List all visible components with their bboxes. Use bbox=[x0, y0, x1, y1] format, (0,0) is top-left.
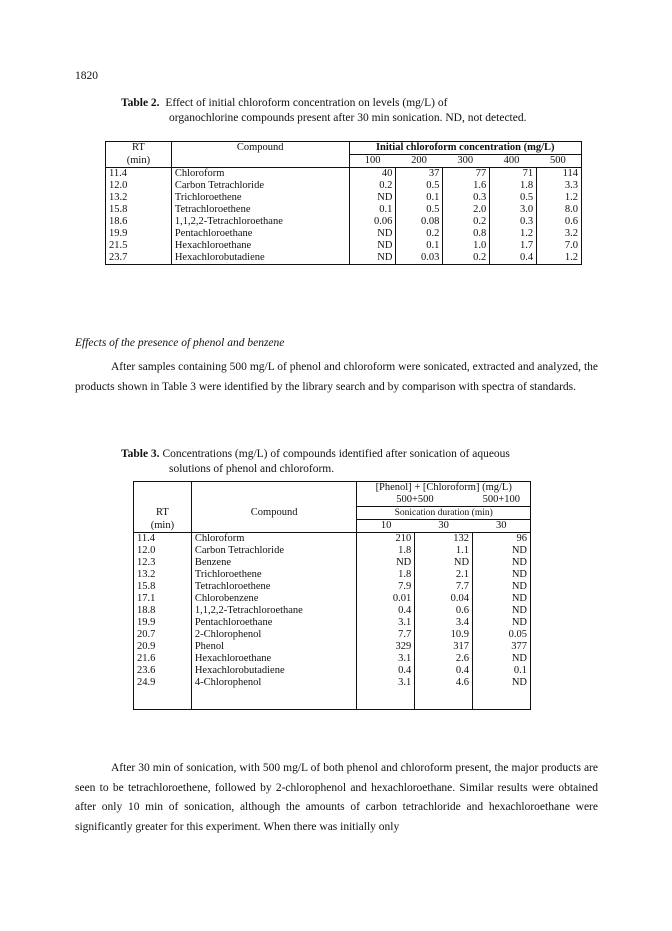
table2-concentration-3: 300 bbox=[457, 155, 474, 166]
rt-cell: 13.2 bbox=[106, 192, 172, 204]
table2-header-group: Initial chloroform concentration (mg/L) bbox=[349, 142, 582, 155]
compound-cell: Pentachloroethane bbox=[191, 617, 357, 629]
value-cell: 114 bbox=[562, 168, 578, 179]
compound-cell: Tetrachloroethene bbox=[171, 204, 349, 216]
table2-label: Table 2. bbox=[121, 97, 160, 109]
value-cell: 1.2 bbox=[564, 252, 578, 263]
value-cell: 0.01 bbox=[357, 593, 415, 605]
value-cell: 0.8 bbox=[443, 228, 490, 240]
value-cell: 377 bbox=[511, 641, 527, 652]
value-cell: 2.6 bbox=[415, 653, 473, 665]
table-row bbox=[106, 252, 582, 265]
table-row bbox=[134, 677, 531, 689]
table-row bbox=[106, 240, 582, 252]
value-cell: 0.2 bbox=[443, 252, 490, 265]
value-cell: ND bbox=[349, 252, 396, 265]
table-row bbox=[134, 617, 531, 629]
rt-cell: 11.4 bbox=[134, 533, 192, 546]
value-cell: 1.8 bbox=[490, 180, 537, 192]
compound-cell: Hexachlorobutadiene bbox=[191, 665, 357, 677]
value-cell: ND bbox=[511, 677, 527, 688]
rt-cell: 21.6 bbox=[134, 653, 192, 665]
compound-cell: 4-Chlorophenol bbox=[191, 677, 357, 689]
value-cell: 0.3 bbox=[490, 216, 537, 228]
table-row bbox=[134, 557, 531, 569]
compound-cell: Pentachloroethane bbox=[171, 228, 349, 240]
value-cell: ND bbox=[349, 192, 396, 204]
value-cell: ND bbox=[511, 617, 527, 628]
value-cell: ND bbox=[357, 557, 415, 569]
rt-cell: 21.5 bbox=[106, 240, 172, 252]
value-cell: 7.0 bbox=[564, 240, 578, 251]
table-row bbox=[134, 569, 531, 581]
table2-concentration-4: 400 bbox=[503, 155, 520, 166]
value-cell: ND bbox=[511, 593, 527, 604]
compound-cell: Tetrachloroethene bbox=[191, 581, 357, 593]
value-cell: 0.4 bbox=[357, 665, 415, 677]
value-cell: 1.2 bbox=[490, 228, 537, 240]
value-cell: 1.2 bbox=[564, 192, 578, 203]
value-cell: 329 bbox=[357, 641, 415, 653]
value-cell: 3.1 bbox=[357, 617, 415, 629]
compound-cell: Hexachloroethane bbox=[171, 240, 349, 252]
table2-caption-line1: Effect of initial chloroform concentration on levels (mg/L) of bbox=[165, 97, 448, 109]
table3-header-rt-unit: (min) bbox=[134, 520, 192, 533]
table3-header-duration: Sonication duration (min) bbox=[357, 507, 531, 520]
value-cell: 0.4 bbox=[490, 252, 537, 265]
rt-cell: 20.7 bbox=[134, 629, 192, 641]
value-cell: 1.8 bbox=[357, 569, 415, 581]
table2-caption bbox=[121, 96, 591, 126]
value-cell: 210 bbox=[357, 533, 415, 546]
table3-header-group: [Phenol] + [Chloroform] (mg/L) bbox=[375, 482, 512, 493]
value-cell: 10.9 bbox=[415, 629, 473, 641]
table3-label: Table 3. bbox=[121, 448, 160, 460]
table-row bbox=[134, 665, 531, 677]
rt-cell: 12.0 bbox=[134, 545, 192, 557]
table2-concentration-5: 500 bbox=[549, 155, 566, 166]
rt-cell: 17.1 bbox=[134, 593, 192, 605]
rt-cell: 19.9 bbox=[134, 617, 192, 629]
table3-caption bbox=[121, 447, 591, 477]
compound-cell: Phenol bbox=[191, 641, 357, 653]
value-cell: 0.6 bbox=[415, 605, 473, 617]
compound-cell: Hexachlorobutadiene bbox=[171, 252, 349, 265]
value-cell: 0.1 bbox=[513, 665, 527, 676]
value-cell: ND bbox=[511, 545, 527, 556]
table3-caption-line1: Concentrations (mg/L) of compounds identified after sonication of aqueous bbox=[162, 448, 510, 460]
value-cell: 0.5 bbox=[396, 180, 443, 192]
value-cell: ND bbox=[349, 240, 396, 252]
value-cell: 2.0 bbox=[443, 204, 490, 216]
value-cell: 1.0 bbox=[443, 240, 490, 252]
value-cell: 37 bbox=[396, 168, 443, 181]
value-cell: 0.5 bbox=[490, 192, 537, 204]
compound-cell: Chloroform bbox=[171, 168, 349, 181]
value-cell: 3.0 bbox=[490, 204, 537, 216]
table-row bbox=[134, 581, 531, 593]
table-row bbox=[106, 168, 582, 181]
section-heading: Effects of the presence of phenol and benzene bbox=[75, 337, 285, 349]
value-cell: 2.1 bbox=[415, 569, 473, 581]
value-cell: ND bbox=[349, 228, 396, 240]
value-cell: 0.03 bbox=[396, 252, 443, 265]
value-cell: 0.1 bbox=[349, 204, 396, 216]
value-cell: 3.1 bbox=[357, 677, 415, 689]
table-row bbox=[134, 605, 531, 617]
table-row bbox=[106, 216, 582, 228]
table-row bbox=[134, 641, 531, 653]
value-cell: ND bbox=[415, 557, 473, 569]
value-cell: 0.05 bbox=[508, 629, 527, 640]
table-row bbox=[106, 180, 582, 192]
value-cell: 40 bbox=[349, 168, 396, 181]
table2-concentration-2: 200 bbox=[411, 155, 427, 166]
table-spacer-row bbox=[134, 689, 531, 710]
compound-cell: Hexachloroethane bbox=[191, 653, 357, 665]
value-cell: ND bbox=[511, 653, 527, 664]
table3-header-rt: RT bbox=[134, 507, 192, 520]
rt-cell: 23.6 bbox=[134, 665, 192, 677]
compound-cell: 2-Chlorophenol bbox=[191, 629, 357, 641]
compound-cell: Trichloroethene bbox=[191, 569, 357, 581]
compound-cell: Benzene bbox=[191, 557, 357, 569]
value-cell: 3.1 bbox=[357, 653, 415, 665]
value-cell: 1.7 bbox=[490, 240, 537, 252]
rt-cell: 15.8 bbox=[106, 204, 172, 216]
value-cell: 0.5 bbox=[396, 204, 443, 216]
compound-cell: Chloroform bbox=[191, 533, 357, 546]
value-cell: 4.6 bbox=[415, 677, 473, 689]
value-cell: 317 bbox=[415, 641, 473, 653]
table-row bbox=[106, 192, 582, 204]
value-cell: 1.1 bbox=[415, 545, 473, 557]
value-cell: 0.04 bbox=[415, 593, 473, 605]
value-cell: 0.1 bbox=[396, 192, 443, 204]
rt-cell: 20.9 bbox=[134, 641, 192, 653]
table3-duration-1: 10 bbox=[357, 520, 415, 533]
compound-cell: 1,1,2,2-Tetrachloroethane bbox=[191, 605, 357, 617]
value-cell: 0.2 bbox=[443, 216, 490, 228]
rt-cell: 18.6 bbox=[106, 216, 172, 228]
value-cell: ND bbox=[511, 569, 527, 580]
rt-cell: 18.8 bbox=[134, 605, 192, 617]
table2-header-compound: Compound bbox=[171, 142, 349, 155]
table-row bbox=[134, 533, 531, 546]
value-cell: 96 bbox=[516, 533, 527, 544]
table-row bbox=[134, 629, 531, 641]
table3-duration-2: 30 bbox=[415, 520, 473, 533]
table2-concentration-1: 100 bbox=[364, 155, 381, 166]
table-row bbox=[106, 204, 582, 216]
value-cell: 0.2 bbox=[349, 180, 396, 192]
table3-header-mix2: 500+100 bbox=[473, 494, 531, 507]
table-row bbox=[106, 228, 582, 240]
value-cell: 132 bbox=[415, 533, 473, 546]
compound-cell: Trichloroethene bbox=[171, 192, 349, 204]
table3-caption-line2: solutions of phenol and chloroform. bbox=[169, 463, 335, 475]
table2 bbox=[105, 141, 582, 265]
paragraph-1: After samples containing 500 mg/L of phenol and chloroform were sonicated, extracted and analyzed, the products shown in Table 3 were identified by the library search and by comparison with spectra of standards. bbox=[75, 361, 598, 393]
table2-header-rt: RT bbox=[106, 142, 172, 155]
compound-cell: Carbon Tetrachloride bbox=[171, 180, 349, 192]
table-row bbox=[134, 545, 531, 557]
table2-header-rt-unit: (min) bbox=[106, 155, 172, 168]
value-cell: 7.9 bbox=[357, 581, 415, 593]
compound-cell: Chlorobenzene bbox=[191, 593, 357, 605]
value-cell: 1.6 bbox=[443, 180, 490, 192]
value-cell: 3.3 bbox=[564, 180, 578, 191]
value-cell: 8.0 bbox=[564, 204, 578, 215]
compound-cell: Carbon Tetrachloride bbox=[191, 545, 357, 557]
rt-cell: 19.9 bbox=[106, 228, 172, 240]
table-row bbox=[134, 653, 531, 665]
value-cell: 0.1 bbox=[396, 240, 443, 252]
table3-header-compound: Compound bbox=[191, 507, 357, 520]
value-cell: 77 bbox=[443, 168, 490, 181]
compound-cell: 1,1,2,2-Tetrachloroethane bbox=[171, 216, 349, 228]
value-cell: 71 bbox=[490, 168, 537, 181]
value-cell: 7.7 bbox=[415, 581, 473, 593]
value-cell: 3.4 bbox=[415, 617, 473, 629]
rt-cell: 12.3 bbox=[134, 557, 192, 569]
rt-cell: 13.2 bbox=[134, 569, 192, 581]
rt-cell: 15.8 bbox=[134, 581, 192, 593]
value-cell: 0.3 bbox=[443, 192, 490, 204]
value-cell: 0.6 bbox=[564, 216, 578, 227]
rt-cell: 23.7 bbox=[106, 252, 172, 265]
value-cell: 0.2 bbox=[396, 228, 443, 240]
value-cell: 1.8 bbox=[357, 545, 415, 557]
value-cell: 0.4 bbox=[357, 605, 415, 617]
value-cell: 0.08 bbox=[396, 216, 443, 228]
value-cell: 7.7 bbox=[357, 629, 415, 641]
table3-header-mix1: 500+500 bbox=[357, 494, 473, 507]
rt-cell: 24.9 bbox=[134, 677, 192, 689]
value-cell: ND bbox=[511, 581, 527, 592]
value-cell: 0.4 bbox=[415, 665, 473, 677]
value-cell: ND bbox=[511, 605, 527, 616]
table3 bbox=[133, 481, 531, 710]
rt-cell: 12.0 bbox=[106, 180, 172, 192]
table3-duration-3: 30 bbox=[473, 520, 531, 533]
table-row bbox=[134, 593, 531, 605]
value-cell: 0.06 bbox=[349, 216, 396, 228]
page-number: 1820 bbox=[75, 70, 98, 82]
paragraph-2: After 30 min of sonication, with 500 mg/L of both phenol and chloroform present, the major products are seen to be tetrachloroethene, followed by 2-chlorophenol and hexachloroethane. Similar results were obtained after only 10 min of sonication, although the amounts of carbon tetrachloride and hexachloroethane were significantly greater for this experiment. When there was initially only bbox=[75, 762, 598, 833]
table2-caption-line2: organochlorine compounds present after 30 min sonication. ND, not detected. bbox=[169, 112, 527, 124]
value-cell: ND bbox=[511, 557, 527, 568]
rt-cell: 11.4 bbox=[106, 168, 172, 181]
value-cell: 3.2 bbox=[564, 228, 578, 239]
